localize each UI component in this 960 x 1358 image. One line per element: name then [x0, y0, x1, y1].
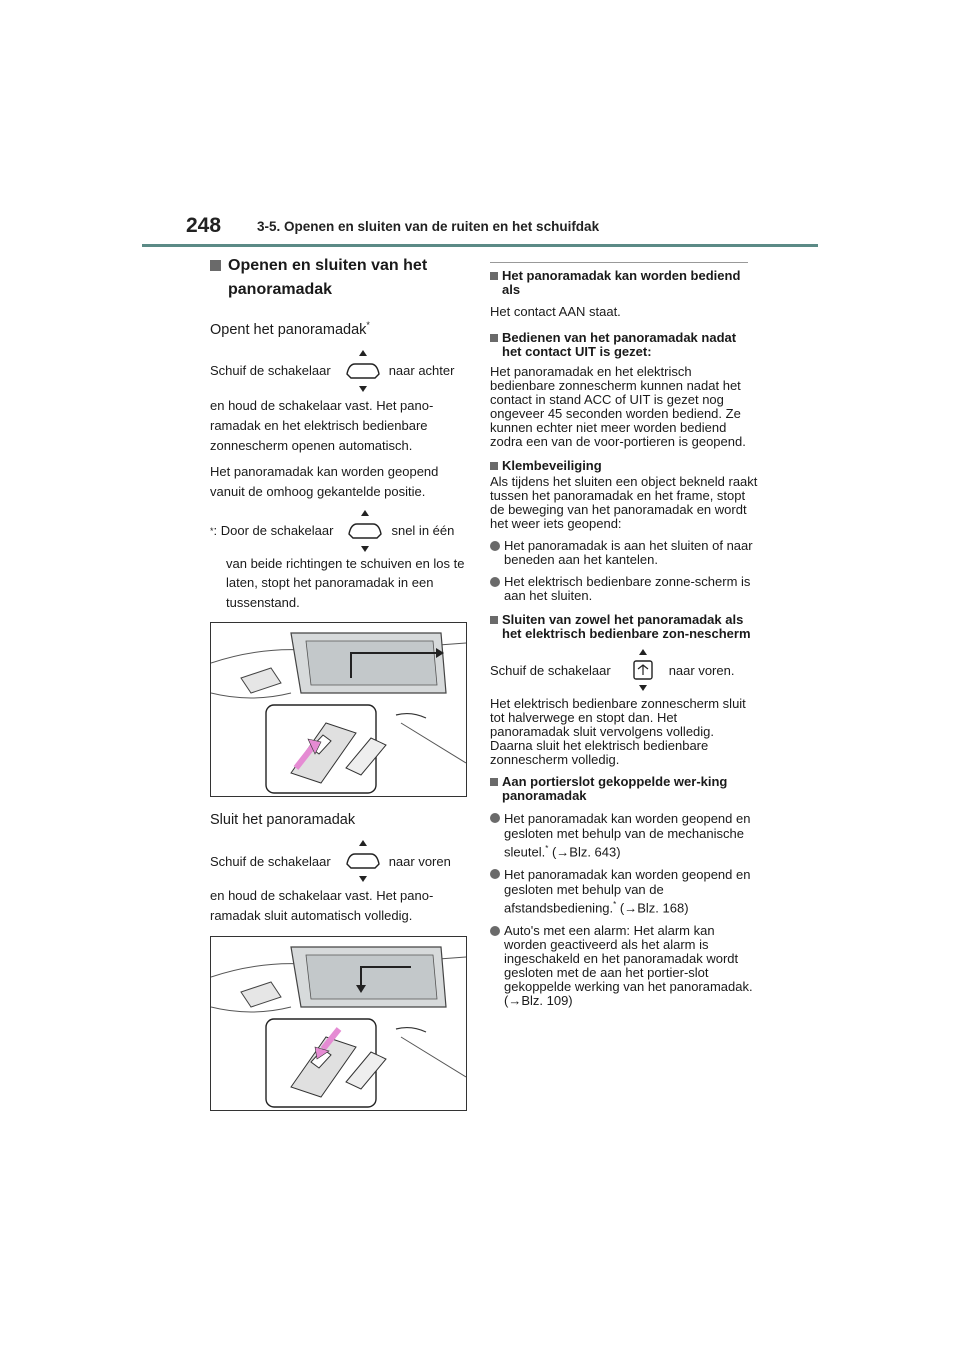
round-bullet-icon [490, 869, 500, 879]
heading-door-lock: Aan portierslot gekoppelde wer-king panoramadak [490, 775, 758, 803]
left-column [210, 254, 472, 1119]
footnote-after: snel in één [391, 523, 455, 539]
list-item: Het panoramadak is aan het sluiten of naar beneden aan het kantelen. [490, 539, 758, 567]
square-bullet-icon [490, 616, 498, 624]
switch-close-icon [621, 647, 665, 693]
right-column [490, 262, 758, 1012]
close-both-body: Het elektrisch bedienbare zonnescherm sluit tot halverwege en stopt dan. Het panoramadak sluit vervolgens volledig. Daarna sluit het elektrisch bedienbare zonnescherm volledig. [490, 696, 746, 767]
close-switch-after: naar voren [388, 853, 451, 869]
heading-after-off: Bedienen van het panoramadak nadat het contact UIT is gezet: [490, 331, 758, 359]
after-off-body: Het panoramadak en het elektrisch bedienbare zonnescherm kunnen nadat het contact in stand ACC of UIT is gezet nog ongeveer 45 seconden worden bediend. Ze kunnen echter niet meer worden bediend zodra een van de voor-portieren is geopend. [490, 364, 746, 449]
switch-slide-icon [341, 838, 385, 884]
footnote-body: van beide richtingen te schuiven en los te laten, stopt het panoramadak in een tussenstand. [226, 555, 465, 610]
open-para-1: en houd de schakelaar vast. Het pano-ramadak en het elektrisch bedienbare zonnescherm openen automatisch. [210, 397, 434, 453]
header-rule [142, 244, 818, 247]
open-title: Opent het panoramadak* [210, 320, 370, 338]
open-switch-after: naar achter [388, 363, 455, 379]
close-para-1: en houd de schakelaar vast. Het pano-ramadak sluit automatisch volledig. [210, 888, 434, 924]
heading-jam-protection: Klembeveiliging [490, 459, 758, 473]
square-bullet-icon [490, 462, 498, 470]
list-item: Auto's met een alarm: Het alarm kan worden geactiveerd als het alarm is ingeschakeld en het panoramadak wordt gesloten met de aan het portier-slot gekoppelde werking van het panoramadak. (→Blz. 109) [490, 924, 758, 1008]
jam-protection-body: Als tijdens het sluiten een object bekneld raakt tussen het panoramadak en het frame, stopt de beweging van het panoramadak en wordt het weer iets geopend: [490, 474, 758, 531]
page-number: 248 [186, 214, 222, 237]
main-heading [210, 254, 472, 302]
switch-slide-icon [341, 348, 385, 394]
close-switch-before: Schuif de schakelaar [210, 853, 331, 869]
roof-close-illustration [210, 936, 467, 1111]
open-switch-before: Schuif de schakelaar [210, 363, 331, 379]
close-switch-line [210, 838, 472, 884]
round-bullet-icon [490, 577, 500, 587]
round-bullet-icon [490, 541, 500, 551]
operable-body: Het contact AAN staat. [490, 304, 621, 319]
square-bullet-icon [490, 778, 498, 786]
close-title: Sluit het panoramadak [210, 812, 356, 829]
square-bullet-icon [490, 334, 498, 342]
switch-slide-icon [343, 508, 387, 554]
heading-close-both: Sluiten van zowel het panoramadak als het elektrisch bedienbare zon-nescherm [490, 613, 758, 641]
list-item: Het elektrisch bedienbare zonne-scherm is aan het sluiten. [490, 575, 758, 603]
footnote-line: * : Door de schakelaar snel in één [210, 508, 472, 554]
heading-operable: Het panoramadak kan worden bediend als [490, 269, 758, 297]
square-bullet-icon [210, 260, 221, 271]
round-bullet-icon [490, 813, 500, 823]
open-switch-line [210, 348, 472, 394]
footnote-before: : Door de schakelaar [213, 523, 334, 539]
square-bullet-icon [490, 272, 498, 280]
round-bullet-icon [490, 926, 500, 936]
open-para-2: Het panoramadak kan worden geopend vanuit de omhoog gekantelde positie. [210, 463, 439, 499]
right-top-rule [490, 262, 748, 263]
section-title: 3-5. Openen en sluiten van de ruiten en het schuifdak [257, 219, 600, 234]
close-both-switch-line: Schuif de schakelaar naar voren. [490, 647, 758, 693]
roof-open-illustration [210, 622, 467, 797]
list-item: Het panoramadak kan worden geopend en gesloten met behulp van de afstandsbediening.* (→Blz. 168) [490, 867, 758, 915]
main-heading-text: Openen en sluiten van het panoramadak [228, 257, 428, 298]
list-item: Het panoramadak kan worden geopend en gesloten met behulp van de mechanische sleutel.* (→Blz. 643) [490, 811, 758, 859]
